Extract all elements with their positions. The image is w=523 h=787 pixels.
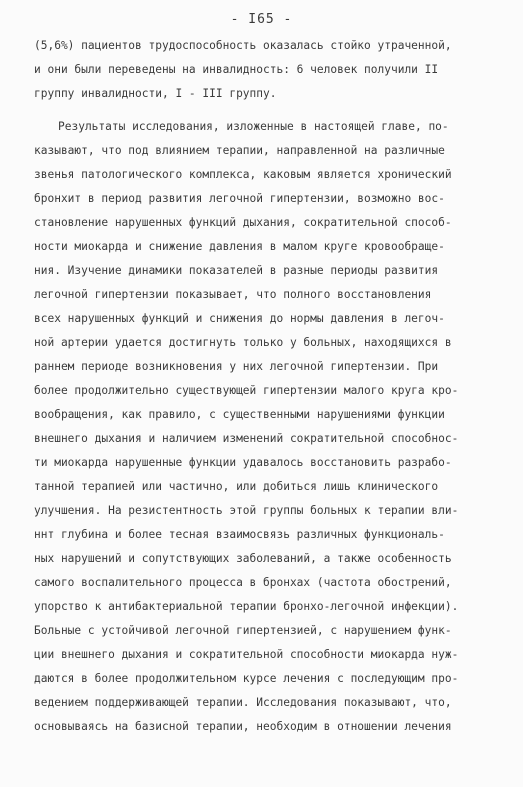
text-line: Больные с устойчивой легочной гипертензией, с нарушением функ- <box>34 624 452 637</box>
text-line: более продолжительно существующей гипертензии малого круга кро- <box>34 384 459 397</box>
text-line: упорство к антибактериальной терапии бронхо-легочной инфекции). <box>34 600 459 613</box>
text-line: ведением поддерживающей терапии. Исследования показывают, что, <box>34 696 452 709</box>
text-line: группу инвалидности, I - III группу. <box>34 87 277 100</box>
page-number: - I65 - <box>230 12 293 27</box>
text-line: ния. Изучение динамики показателей в разные периоды развития <box>34 264 439 277</box>
text-line: ных нарушений и сопутствующих заболеваний, а также особенность <box>34 552 452 565</box>
text-line: Результаты исследования, изложенные в настоящей главе, по- <box>58 120 449 133</box>
text-line: вообращения, как правило, с существенными нарушениями функции <box>34 408 445 421</box>
text-line: ной артерии удается достигнуть только у больных, находящихся в <box>34 336 452 349</box>
text-line: бронхит в период развития легочной гипертензии, возможно вос- <box>34 192 445 205</box>
text-line: становление нарушенных функций дыхания, сократительной способ- <box>34 216 452 229</box>
text-line: (5,6%) пациентов трудоспособность оказалась стойко утраченной, <box>34 39 452 52</box>
text-line: внешнего дыхания и наличием изменений сократительной способнос- <box>34 432 459 445</box>
text-line: самого воспалительного процесса в бронхах (частота обострений, <box>34 576 452 589</box>
text-line: звенья патологического комплекса, каковым является хронический <box>34 168 452 181</box>
text-line: раннем периоде возникновения у них легочной гипертензии. При <box>34 360 439 373</box>
text-line: танной терапией или частично, или добиться лишь клинического <box>34 480 439 493</box>
text-line: ти миокарда нарушенные функции удавалось восстановить разрабо- <box>34 456 452 469</box>
text-line: улучшения. На резистентность этой группы больных к терапии вли- <box>34 504 459 517</box>
text-line: казывают, что под влиянием терапии, направленной на различные <box>34 144 445 157</box>
text-line: ции внешнего дыхания и сократительной способности миокарда нуж- <box>34 648 459 661</box>
text-line: ннт глубина и более тесная взаимосвязь различных функциональ- <box>34 528 445 541</box>
text-line: основываясь на базисной терапии, необходим в отношении лечения <box>34 720 452 733</box>
text-line: всех нарушенных функций и снижения до нормы давления в легоч- <box>34 312 445 325</box>
text-line: ности миокарда и снижение давления в малом круге кровообраще- <box>34 240 445 253</box>
text-line: легочной гипертензии показывает, что полного восстановления <box>34 288 432 301</box>
text-line: даются в более продолжительном курсе лечения с последующим про- <box>34 672 459 685</box>
text-line: и они были переведены на инвалидность: 6 человек получили II <box>34 63 439 76</box>
